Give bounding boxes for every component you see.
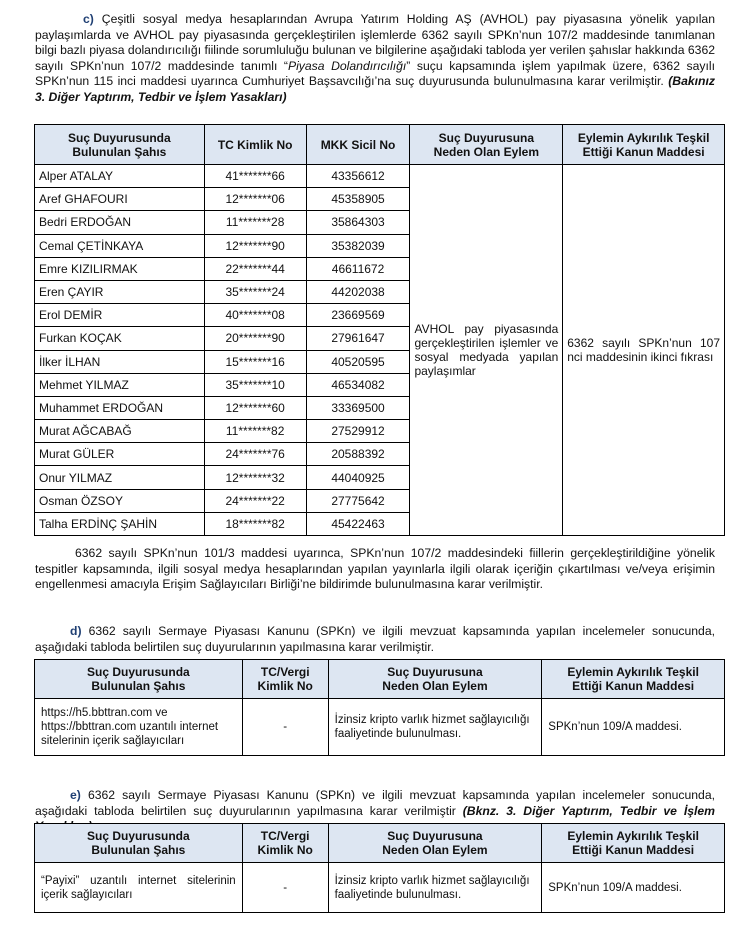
header-action: Suç Duyurusuna Neden Olan Eylem <box>328 660 542 699</box>
cell-name: Osman ÖZSOY <box>35 489 205 512</box>
table-header-row <box>35 660 725 699</box>
cell-name: Murat GÜLER <box>35 443 205 466</box>
section-d-paragraph: d) 6362 sayılı Sermaye Piyasası Kanunu (SPKn) ve ilgili mevzuat kapsamında yapılan incelemeler sonucunda, aşağıdaki tabloda belirtilen suç duyurularının yapılmasına karar verilmiştir. <box>35 624 715 654</box>
table-row <box>35 165 725 188</box>
cell-name: Murat AĞCABAĞ <box>35 420 205 443</box>
cell-name: Erol DEMİR <box>35 304 205 327</box>
cell-action: İzinsiz kripto varlık hizmet sağlayıcılığı faaliyetinde bulunulması. <box>328 699 542 756</box>
table-row <box>35 863 725 913</box>
header-law: Eylemin Aykırılık Teşkil Ettiği Kanun Maddesi <box>542 824 725 863</box>
cell-name: Onur YILMAZ <box>35 466 205 489</box>
section-e-paragraph: e) 6362 sayılı Sermaye Piyasası Kanunu (SPKn) ve ilgili mevzuat kapsamında yapılan incelemeler sonucunda, aşağıdaki tabloda belirtilen suç duyurularının yapılmasına karar verilmiştir (Bknz. 3. Diğer Yaptırım, Tedbir ve İşlem <box>35 788 715 835</box>
header-subject: Suç Duyurusunda Bulunulan Şahıs <box>35 824 243 863</box>
cell-tc: 20*******90 <box>204 327 306 350</box>
header-action: Suç Duyurusuna Neden Olan Eylem <box>328 824 542 863</box>
cell-action: İzinsiz kripto varlık hizmet sağlayıcılığı faaliyetinde bulunulması. <box>328 863 542 913</box>
cell-tc: 12*******06 <box>204 188 306 211</box>
cell-mkk: 46534082 <box>306 373 410 396</box>
cell-tc: 24*******22 <box>204 489 306 512</box>
cell-mkk: 20588392 <box>306 443 410 466</box>
table-header-row <box>35 824 725 863</box>
cell-tc: 11*******82 <box>204 420 306 443</box>
cell-name: Bedri ERDOĞAN <box>35 211 205 234</box>
header-law: Eylemin Aykırılık Teşkil Ettiği Kanun Maddesi <box>563 125 725 165</box>
cell-action: AVHOL pay piyasasında gerçekleştirilen işlemler ve sosyal medyada yapılan paylaşımlar <box>410 165 563 536</box>
section-d-letter: d) <box>70 624 82 638</box>
section-c-paragraph: c) Çeşitli sosyal medya hesaplarından Avrupa Yatırım Holding AŞ (AVHOL) pay piyasasına yönelik yapılan paylaşımlarda ve AVHOL pay piyasasında gerçekleştirilen işlemlerde 6362 sayılı SPKn’nun 107/2 maddesinde tanımlanan bilgi bazlı piyasa dolandırıcılığı fiilinde sorumluluğu bulunan ve bilgilerine aşağıdaki tabloda yer verilen şahıslar hakkında 6362 sayılı SPKn’nun 107/2 maddesinde tanımlı “Piyasa Dolandırıcılığı” suçu kapsamında işlem yapılmak üzere, 6362 sayılı SPKn’nun 115 inci maddesi uyarınca Cumhuriyet Başsavcılığı’na suç duyurusunda bulunulmasına karar verilmiştir. (Bakınız 3. Diğer Yaptırım, Tedbir ve İşlem Yasakları) <box>35 12 715 104</box>
section-d-table <box>34 659 725 756</box>
header-subject: Suç Duyurusunda Bulunulan Şahıs <box>35 125 205 165</box>
section-e-letter: e) <box>70 788 81 802</box>
section-c-table <box>34 124 725 536</box>
section-c-letter: c) <box>83 12 94 26</box>
cell-mkk: 44202038 <box>306 280 410 303</box>
cell-law: SPKn’nun 109/A maddesi. <box>542 863 725 913</box>
cell-tc: 12*******90 <box>204 234 306 257</box>
cell-tax-no: - <box>242 863 328 913</box>
cell-name: Muhammet ERDOĞAN <box>35 396 205 419</box>
cell-mkk: 33369500 <box>306 396 410 419</box>
cell-mkk: 43356612 <box>306 165 410 188</box>
cell-tc: 12*******32 <box>204 466 306 489</box>
header-tax-no: TC/Vergi Kimlik No <box>242 660 328 699</box>
cell-mkk: 23669569 <box>306 304 410 327</box>
cell-name: Talha ERDİNÇ ŞAHİN <box>35 512 205 535</box>
cell-tc: 11*******28 <box>204 211 306 234</box>
cell-name: Cemal ÇETİNKAYA <box>35 234 205 257</box>
cell-mkk: 27529912 <box>306 420 410 443</box>
cell-tc: 12*******60 <box>204 396 306 419</box>
header-tax-no: TC/Vergi Kimlik No <box>242 824 328 863</box>
header-action: Suç Duyurusuna Neden Olan Eylem <box>410 125 563 165</box>
cell-tc: 41*******66 <box>204 165 306 188</box>
cell-mkk: 45358905 <box>306 188 410 211</box>
section-e-table <box>34 823 725 913</box>
cell-name: Aref GHAFOURI <box>35 188 205 211</box>
cell-subject: https://h5.bbttran.com ve https://bbttran.com uzantılı internet sitelerinin içerik sağlayıcıları <box>35 699 243 756</box>
header-tc: TC Kimlik No <box>204 125 306 165</box>
cell-tc: 15*******16 <box>204 350 306 373</box>
cell-tc: 35*******24 <box>204 280 306 303</box>
cell-name: Alper ATALAY <box>35 165 205 188</box>
cell-tc: 35*******10 <box>204 373 306 396</box>
cell-name: Furkan KOÇAK <box>35 327 205 350</box>
cell-tc: 22*******44 <box>204 257 306 280</box>
cell-mkk: 27961647 <box>306 327 410 350</box>
cell-name: İlker İLHAN <box>35 350 205 373</box>
table-row <box>35 699 725 756</box>
cell-mkk: 27775642 <box>306 489 410 512</box>
cell-law: 6362 sayılı SPKn’nun 107 nci maddesinin ikinci fıkrası <box>563 165 725 536</box>
cell-mkk: 44040925 <box>306 466 410 489</box>
header-law: Eylemin Aykırılık Teşkil Ettiği Kanun Maddesi <box>542 660 725 699</box>
header-subject: Suç Duyurusunda Bulunulan Şahıs <box>35 660 243 699</box>
cell-subject: “Payixi” uzantılı internet sitelerinin içerik sağlayıcıları <box>35 863 243 913</box>
cell-name: Eren ÇAYIR <box>35 280 205 303</box>
header-mkk: MKK Sicil No <box>306 125 410 165</box>
cell-tc: 40*******08 <box>204 304 306 327</box>
table-header-row <box>35 125 725 165</box>
section-c-reference: (Bakınız 3. Diğer Yaptırım, Tedbir ve İşlem Yasakları) <box>35 74 715 104</box>
cell-tc: 24*******76 <box>204 443 306 466</box>
section-e-reference: (Bknz. 3. Diğer Yaptırım, Tedbir ve İşlem <box>462 803 715 818</box>
cell-mkk: 35864303 <box>306 211 410 234</box>
cell-tax-no: - <box>242 699 328 756</box>
cell-mkk: 35382039 <box>306 234 410 257</box>
cell-name: Mehmet YILMAZ <box>35 373 205 396</box>
cell-mkk: 40520595 <box>306 350 410 373</box>
cell-law: SPKn’nun 109/A maddesi. <box>542 699 725 756</box>
section-c-after-paragraph: 6362 sayılı SPKn’nun 101/3 maddesi uyarınca, SPKn’nun 107/2 maddesindeki fiillerin gerçekleştirildiğine yönelik tespitler kapsamında, ilgili sosyal medya hesaplarından yapılan yayınlarla ilgili olarak içeriğin çıkartılması ve/veya erişimin engellenmesi amacıyla Erişim Sağlayıcıları Birliği’ne bildirimde bulunulmasına karar verilmiştir. <box>35 546 715 591</box>
cell-name: Emre KIZILIRMAK <box>35 257 205 280</box>
cell-mkk: 46611672 <box>306 257 410 280</box>
cell-tc: 18*******82 <box>204 512 306 535</box>
cell-mkk: 45422463 <box>306 512 410 535</box>
